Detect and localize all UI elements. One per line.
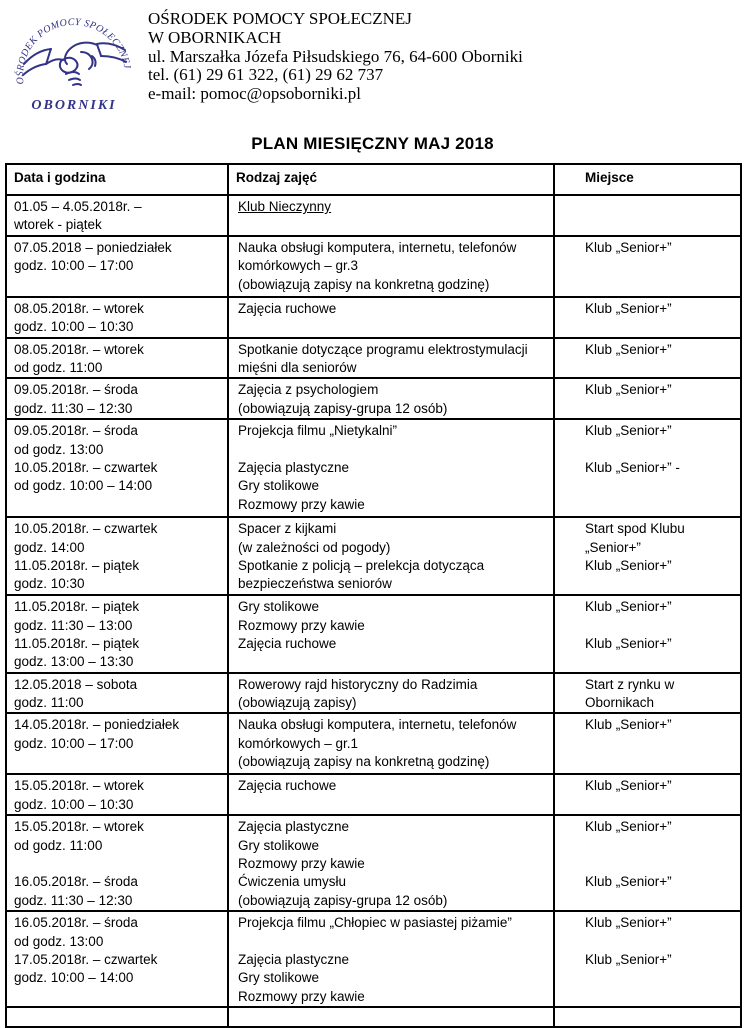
activity-line: Projekcja filmu „Nietykalni” [238,423,398,439]
date-line: 07.05.2018 – poniedziałek [14,239,172,255]
page-title: PLAN MIESIĘCZNY MAJ 2018 [251,134,494,153]
activity-line: mięśni dla seniorów [238,359,357,375]
place-line: Klub „Senior+” [585,239,672,255]
cell-activity [228,419,554,517]
place-line: Klub „Senior+” [585,951,672,967]
date-line: godz. 10:00 – 17:00 [14,258,134,274]
activity-line: Zajęcia ruchowe [238,635,337,651]
date-line: 14.05.2018r. – poniedziałek [14,717,180,733]
date-line: 15.05.2018r. – wtorek [14,778,144,794]
date-line: 08.05.2018r. – wtorek [14,341,144,357]
activity-line: Zajęcia plastyczne [238,459,350,475]
cell-date [6,595,228,673]
activity-line: Nauka obsługi komputera, internetu, telefonów [238,717,517,733]
activity-line: bezpieczeństwa seniorów [238,576,392,592]
table-header-row [6,164,741,195]
schedule-table [5,163,742,1028]
cell-activity [228,713,554,774]
date-line: godz. 11:30 – 13:00 [14,617,133,633]
activity-line: Zajęcia plastyczne [238,819,350,835]
table-row [6,1007,741,1027]
cell-place [554,195,741,236]
table-row [6,419,741,517]
date-line: 08.05.2018r. – wtorek [14,300,144,316]
date-line: od godz. 13:00 [14,441,104,457]
activity-line: Rozmowy przy kawie [238,988,365,1004]
cell-place [554,419,741,517]
cell-activity [228,297,554,338]
schedule-table-body [6,195,741,1027]
cell-place [554,815,741,911]
activity-line: (w zależności od pogody) [238,539,391,555]
cell-date [6,911,228,1007]
date-line: 12.05.2018 – sobota [14,676,138,692]
activity-line: Rowerowy rajd historyczny do Radzimia [238,676,478,692]
column-header-place: Miejsce [554,164,741,195]
place-line: Klub „Senior+” [585,599,672,615]
activity-line: Projekcja filmu „Chłopiec w pasiastej piżamie” [238,915,512,931]
date-line: 16.05.2018r. – środa [14,915,138,931]
date-line: od godz. 10:00 – 14:00 [14,478,153,494]
org-address: ul. Marszałka Józefa Piłsudskiego 76, 64-600 Oborniki [148,46,523,66]
cell-date [6,713,228,774]
cell-place [554,713,741,774]
date-line: godz. 10:00 – 10:30 [14,796,134,812]
cell-activity [228,815,554,911]
activity-line: Gry stolikowe [238,478,320,494]
activity-line: Rozmowy przy kawie [238,496,365,512]
place-line: Klub „Senior+” [585,382,672,398]
cell-activity [228,911,554,1007]
place-line [585,441,738,459]
activity-line: Zajęcia z psychologiem [238,382,379,398]
table-row [6,815,741,911]
place-line: Klub „Senior+” [585,915,672,931]
cell-date [6,236,228,297]
place-line: Klub „Senior+” [585,874,672,890]
cell-place [554,378,741,419]
activity-line: Rozmowy przy kawie [238,856,365,872]
cell-place [554,517,741,595]
activity-line: (obowiązują zapisy) [238,695,357,711]
table-row [6,236,741,297]
org-name-line2: W OBORNIKACH [148,27,282,47]
place-line [585,617,738,635]
date-line: godz. 11:00 [14,695,84,711]
activity-line: (obowiązują zapisy-grupa 12 osób) [238,892,448,908]
date-line: od godz. 11:00 [14,359,103,375]
table-row [6,774,741,815]
place-line: Klub „Senior+” [585,423,672,439]
date-line: 11.05.2018r. – piątek [14,557,140,573]
date-line: 09.05.2018r. – środa [14,423,138,439]
activity-line: Spotkanie dotyczące programu elektrostymulacji [238,341,528,357]
logo-bottom-text: OBORNIKI [31,98,117,113]
place-line: Klub „Senior+” - [585,459,680,475]
org-email: e-mail: pomoc@opsoborniki.pl [148,84,362,104]
org-phone: tel. (61) 29 61 322, (61) 29 62 737 [148,65,384,85]
date-line: wtorek - piątek [14,217,102,233]
date-line: godz. 10:00 – 14:00 [14,970,134,986]
activity-line: komórkowych – gr.1 [238,735,359,751]
activity-line: (obowiązują zapisy na konkretną godzinę) [238,754,490,770]
cell-activity [228,595,554,673]
cell-activity [228,774,554,815]
date-line: 09.05.2018r. – środa [14,382,138,398]
date-line: godz. 14:00 [14,539,85,555]
cell-place [554,911,741,1007]
table-row [6,673,741,714]
letterhead [148,10,523,104]
cell-date [6,815,228,911]
date-line: 11.05.2018r. – piątek [14,635,140,651]
date-line: godz. 13:00 – 13:30 [14,654,134,670]
place-line: Klub „Senior+” [585,778,672,794]
date-line: godz. 11:30 – 12:30 [14,892,133,908]
cell-date [6,517,228,595]
table-row [6,713,741,774]
logo-arc-text: OŚRODEK POMOCY SPOŁECZNEJ [14,16,133,85]
activity-line: Gry stolikowe [238,599,320,615]
activity-line: Gry stolikowe [238,837,320,853]
date-line: 15.05.2018r. – wtorek [14,819,144,835]
activity-line: Gry stolikowe [238,970,320,986]
table-row [6,595,741,673]
cell-date [6,673,228,714]
date-line: godz. 10:30 [14,576,85,592]
cell-place [554,774,741,815]
cell-date [6,195,228,236]
date-line: od godz. 11:00 [14,837,103,853]
handshake-icon [23,43,126,85]
place-line: Klub „Senior+” [585,819,672,835]
activity-line [238,933,551,951]
cell-date [6,338,228,379]
cell-place [554,595,741,673]
cell-place [554,236,741,297]
date-line: od godz. 13:00 [14,933,104,949]
cell-place [554,338,741,379]
cell-place [554,1007,741,1027]
table-row [6,378,741,419]
place-line: Start z rynku w [585,676,675,692]
cell-activity [228,517,554,595]
place-line: Klub „Senior+” [585,557,672,573]
place-line [585,933,738,951]
date-line: 17.05.2018r. – czwartek [14,951,158,967]
cell-date [6,1007,228,1027]
cell-activity [228,195,554,236]
activity-line: (obowiązują zapisy-grupa 12 osób) [238,400,448,416]
table-row [6,911,741,1007]
activity-line: Spacer z kijkami [238,521,337,537]
activity-line: komórkowych – gr.3 [238,258,359,274]
table-row [6,195,741,236]
activity-line: (obowiązują zapisy na konkretną godzinę) [238,276,490,292]
place-line: Klub „Senior+” [585,341,672,357]
activity-line: Zajęcia plastyczne [238,951,350,967]
place-line: Start spod Klubu [585,521,685,537]
table-row [6,338,741,379]
cell-activity [228,1007,554,1027]
cell-date [6,774,228,815]
date-line: 01.05 – 4.05.2018r. – [14,199,142,214]
cell-activity [228,236,554,297]
date-line: 10.05.2018r. – czwartek [14,459,158,475]
cell-date [6,297,228,338]
place-line: Klub „Senior+” [585,635,672,651]
date-line: 16.05.2018r. – środa [14,874,138,890]
column-header-date: Data i godzina [6,164,228,195]
cell-date [6,419,228,517]
date-line: godz. 10:00 – 17:00 [14,735,134,751]
place-line [585,855,738,873]
org-name-line1: OŚRODEK POMOCY SPOŁECZNEJ [148,9,412,28]
place-line [585,837,738,855]
cell-activity [228,378,554,419]
place-line: Obornikach [585,695,655,711]
date-line: godz. 11:30 – 12:30 [14,400,133,416]
cell-place [554,673,741,714]
date-line: godz. 10:00 – 10:30 [14,319,134,335]
activity-line: Spotkanie z policją – prelekcja dotycząca [238,557,485,573]
place-line: Klub „Senior+” [585,717,672,733]
cell-date [6,378,228,419]
column-header-activity: Rodzaj zajęć [228,164,554,195]
place-line: Klub „Senior+” [585,300,672,316]
activity-line: Ćwiczenia umysłu [238,874,347,890]
cell-activity [228,673,554,714]
activity-line: Nauka obsługi komputera, internetu, telefonów [238,239,517,255]
date-line: 10.05.2018r. – czwartek [14,521,158,537]
activity-line [238,441,551,459]
cell-place [554,297,741,338]
date-line [14,855,225,873]
table-row [6,297,741,338]
place-line: „Senior+” [585,539,641,555]
date-line: 11.05.2018r. – piątek [14,599,140,615]
cell-activity [228,338,554,379]
activity-line: Klub Nieczynny [238,199,332,214]
activity-line: Rozmowy przy kawie [238,617,365,633]
ops-stamp-logo [8,4,140,118]
activity-line: Zajęcia ruchowe [238,300,337,316]
activity-line: Zajęcia ruchowe [238,778,337,794]
table-row [6,517,741,595]
